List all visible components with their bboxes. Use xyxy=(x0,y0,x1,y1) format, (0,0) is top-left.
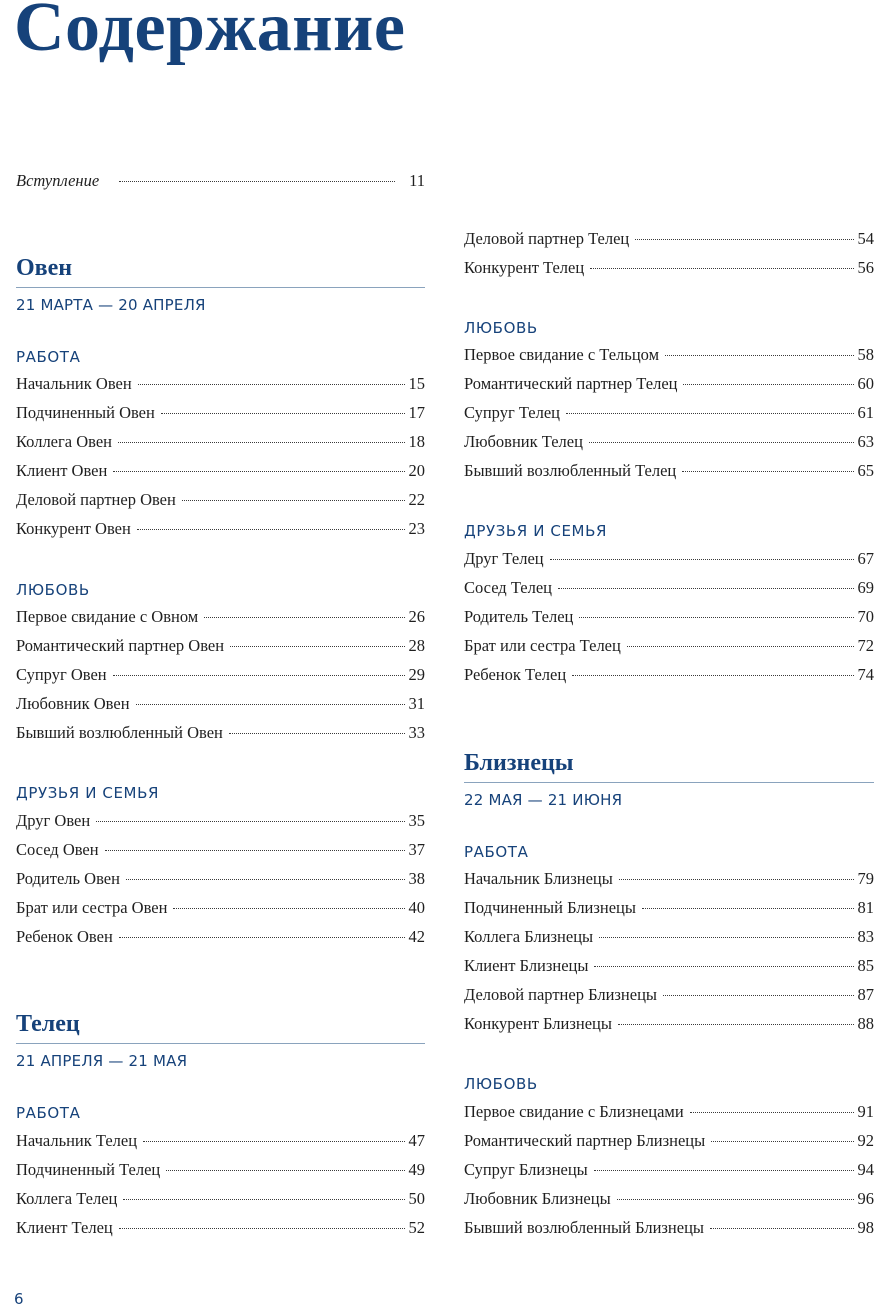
toc-entry[interactable] xyxy=(16,840,425,864)
dot-leader xyxy=(173,908,404,909)
dot-leader xyxy=(143,1141,404,1142)
dot-leader xyxy=(123,1199,404,1200)
toc-entry-page: 35 xyxy=(408,811,425,830)
toc-entry-page: 69 xyxy=(857,578,874,597)
toc-entry-title: Первое свидание с Близнецами xyxy=(464,1102,684,1121)
toc-entry[interactable] xyxy=(464,1014,874,1038)
section-divider xyxy=(16,287,425,288)
dot-leader xyxy=(96,821,404,822)
toc-entry[interactable] xyxy=(464,229,874,253)
toc-entry[interactable] xyxy=(464,578,874,602)
toc-entry[interactable] xyxy=(464,898,874,922)
category-heading-work: РАБОТА xyxy=(16,1104,81,1122)
dot-leader xyxy=(690,1112,854,1113)
toc-entry-title: Конкурент Близнецы xyxy=(464,1014,612,1033)
toc-entry-title: Первое свидание с Овном xyxy=(16,607,199,626)
toc-entry-page: 65 xyxy=(857,461,874,480)
toc-entry-title: Коллега Телец xyxy=(16,1189,118,1208)
toc-entry-page: 28 xyxy=(408,636,425,655)
toc-entry-title: Сосед Телец xyxy=(464,578,552,597)
dot-leader xyxy=(229,733,405,734)
toc-entry-title: Деловой партнер Близнецы xyxy=(464,985,657,1004)
toc-entry-page: 70 xyxy=(857,607,874,626)
toc-entry[interactable] xyxy=(464,403,874,427)
toc-entry-title: Начальник Телец xyxy=(16,1131,138,1150)
sign-dates-gemini: 22 МАЯ — 21 ИЮНЯ xyxy=(464,791,623,809)
sign-heading-gemini: Близнецы xyxy=(464,750,574,776)
toc-entry[interactable] xyxy=(464,665,874,689)
toc-entry[interactable] xyxy=(16,461,425,485)
dot-leader xyxy=(138,384,405,385)
toc-entry[interactable] xyxy=(16,927,425,951)
toc-entry-title: Деловой партнер Телец xyxy=(464,229,630,248)
category-heading-work: РАБОТА xyxy=(464,843,529,861)
dot-leader xyxy=(137,529,405,530)
toc-entry-title: Супруг Телец xyxy=(464,403,561,422)
toc-entry-page: 87 xyxy=(857,985,874,1004)
toc-entry-page: 11 xyxy=(409,171,425,190)
dot-leader xyxy=(126,879,405,880)
toc-entry-page: 94 xyxy=(857,1160,874,1179)
toc-entry[interactable] xyxy=(464,927,874,951)
dot-leader xyxy=(113,471,404,472)
dot-leader xyxy=(627,646,854,647)
toc-entry-intro[interactable] xyxy=(16,171,425,195)
toc-entry-page: 23 xyxy=(408,519,425,538)
toc-entry-page: 63 xyxy=(857,432,874,451)
toc-entry-page: 72 xyxy=(857,636,874,655)
toc-entry[interactable] xyxy=(16,1160,425,1184)
toc-entry-page: 67 xyxy=(857,549,874,568)
dot-leader xyxy=(711,1141,853,1142)
toc-entry-page: 96 xyxy=(857,1189,874,1208)
toc-entry-page: 20 xyxy=(408,461,425,480)
toc-entry-page: 40 xyxy=(408,898,425,917)
toc-entry-page: 61 xyxy=(857,403,874,422)
dot-leader xyxy=(710,1228,854,1229)
toc-entry-title: Любовник Телец xyxy=(464,432,583,451)
toc-entry-title: Клиент Телец xyxy=(16,1218,113,1237)
section-divider xyxy=(16,1043,425,1044)
toc-entry[interactable] xyxy=(464,956,874,980)
toc-entry[interactable] xyxy=(464,1160,874,1184)
toc-entry-title: Любовник Овен xyxy=(16,694,130,713)
toc-entry[interactable] xyxy=(464,607,874,631)
toc-entry-page: 88 xyxy=(857,1014,874,1033)
toc-entry[interactable] xyxy=(464,374,874,398)
toc-entry-page: 49 xyxy=(408,1160,425,1179)
toc-entry[interactable] xyxy=(464,461,874,485)
toc-entry-title: Коллега Близнецы xyxy=(464,927,594,946)
category-heading-love: ЛЮБОВЬ xyxy=(16,581,90,599)
toc-entry-title: Романтический партнер Овен xyxy=(16,636,225,655)
toc-entry[interactable] xyxy=(464,869,874,893)
dot-leader xyxy=(550,559,854,560)
toc-entry-page: 85 xyxy=(857,956,874,975)
toc-entry[interactable] xyxy=(16,432,425,456)
toc-entry-title: Подчиненный Близнецы xyxy=(464,898,636,917)
toc-entry-page: 38 xyxy=(408,869,425,888)
dot-leader xyxy=(589,442,854,443)
toc-entry-title: Друг Телец xyxy=(464,549,544,568)
toc-entry-title: Деловой партнер Овен xyxy=(16,490,176,509)
toc-entry-page: 98 xyxy=(857,1218,874,1237)
toc-entry[interactable] xyxy=(16,665,425,689)
toc-entry-page: 58 xyxy=(857,345,874,364)
dot-leader xyxy=(119,1228,405,1229)
category-heading-love: ЛЮБОВЬ xyxy=(464,319,538,337)
dot-leader xyxy=(663,995,854,996)
dot-leader xyxy=(182,500,405,501)
toc-entry-page: 47 xyxy=(408,1131,425,1150)
dot-leader xyxy=(594,1170,854,1171)
sign-heading-aries: Овен xyxy=(16,255,73,281)
toc-entry[interactable] xyxy=(464,1189,874,1213)
dot-leader xyxy=(579,617,853,618)
dot-leader xyxy=(105,850,405,851)
toc-entry-title: Первое свидание с Тельцом xyxy=(464,345,660,364)
toc-entry-title: Бывший возлюбленный Овен xyxy=(16,723,223,742)
dot-leader xyxy=(113,675,405,676)
toc-entry-page: 50 xyxy=(408,1189,425,1208)
dot-leader xyxy=(119,181,395,182)
dot-leader xyxy=(566,413,853,414)
toc-entry-page: 42 xyxy=(408,927,425,946)
toc-entry-page: 81 xyxy=(857,898,874,917)
sign-dates-taurus: 21 АПРЕЛЯ — 21 МАЯ xyxy=(16,1052,188,1070)
toc-entry-title: Бывший возлюбленный Телец xyxy=(464,461,677,480)
toc-entry-page: 18 xyxy=(408,432,425,451)
category-heading-family: ДРУЗЬЯ И СЕМЬЯ xyxy=(16,784,159,802)
toc-entry-title: Бывший возлюбленный Близнецы xyxy=(464,1218,704,1237)
toc-entry[interactable] xyxy=(16,811,425,835)
dot-leader xyxy=(683,384,853,385)
toc-entry[interactable] xyxy=(464,549,874,573)
toc-entry-title: Сосед Овен xyxy=(16,840,99,859)
sign-heading-taurus: Телец xyxy=(16,1011,80,1037)
toc-entry-title: Романтический партнер Близнецы xyxy=(464,1131,706,1150)
toc-entry[interactable] xyxy=(16,1189,425,1213)
toc-entry-page: 29 xyxy=(408,665,425,684)
toc-entry-page: 56 xyxy=(857,258,874,277)
toc-entry-title: Родитель Телец xyxy=(464,607,574,626)
toc-entry-page: 91 xyxy=(857,1102,874,1121)
toc-entry[interactable] xyxy=(16,723,425,747)
toc-entry-title: Коллега Овен xyxy=(16,432,112,451)
toc-entry-page: 54 xyxy=(857,229,874,248)
toc-entry-title: Друг Овен xyxy=(16,811,91,830)
toc-entry-title: Супруг Близнецы xyxy=(464,1160,588,1179)
toc-entry-page: 17 xyxy=(408,403,425,422)
toc-entry-title: Ребенок Овен xyxy=(16,927,113,946)
toc-entry-page: 74 xyxy=(857,665,874,684)
toc-entry-title: Вступление xyxy=(16,171,100,190)
toc-entry-title: Подчиненный Телец xyxy=(16,1160,161,1179)
dot-leader xyxy=(204,617,404,618)
toc-entry-title: Брат или сестра Овен xyxy=(16,898,168,917)
toc-entry[interactable] xyxy=(464,432,874,456)
toc-entry[interactable] xyxy=(16,374,425,398)
section-divider xyxy=(464,782,874,783)
toc-entry-title: Родитель Овен xyxy=(16,869,120,888)
toc-entry[interactable] xyxy=(464,1131,874,1155)
toc-entry-page: 33 xyxy=(408,723,425,742)
toc-entry[interactable] xyxy=(16,519,425,543)
toc-entry[interactable] xyxy=(16,403,425,427)
dot-leader xyxy=(682,471,853,472)
toc-entry-title: Романтический партнер Телец xyxy=(464,374,678,393)
toc-entry-page: 15 xyxy=(408,374,425,393)
page-number: 6 xyxy=(14,1290,24,1308)
dot-leader xyxy=(119,937,405,938)
dot-leader xyxy=(166,1170,404,1171)
dot-leader xyxy=(230,646,404,647)
toc-entry[interactable] xyxy=(16,694,425,718)
toc-entry[interactable] xyxy=(16,636,425,660)
toc-entry[interactable] xyxy=(16,1131,425,1155)
dot-leader xyxy=(161,413,405,414)
toc-entry[interactable] xyxy=(464,345,874,369)
toc-entry-title: Конкурент Овен xyxy=(16,519,131,538)
toc-entry-title: Начальник Овен xyxy=(16,374,132,393)
dot-leader xyxy=(618,1024,854,1025)
dot-leader xyxy=(635,239,853,240)
toc-entry[interactable] xyxy=(464,258,874,282)
toc-entry-title: Подчиненный Овен xyxy=(16,403,155,422)
dot-leader xyxy=(558,588,854,589)
toc-entry-title: Конкурент Телец xyxy=(464,258,585,277)
dot-leader xyxy=(617,1199,854,1200)
toc-entry-title: Клиент Близнецы xyxy=(464,956,589,975)
toc-entry[interactable] xyxy=(16,1218,425,1242)
dot-leader xyxy=(642,908,854,909)
dot-leader xyxy=(665,355,853,356)
toc-entry[interactable] xyxy=(464,1102,874,1126)
toc-entry-page: 83 xyxy=(857,927,874,946)
toc-entry-title: Клиент Овен xyxy=(16,461,108,480)
toc-entry-title: Супруг Овен xyxy=(16,665,107,684)
toc-entry-page: 52 xyxy=(408,1218,425,1237)
toc-entry-page: 31 xyxy=(408,694,425,713)
toc-entry-page: 22 xyxy=(408,490,425,509)
dot-leader xyxy=(572,675,853,676)
category-heading-family: ДРУЗЬЯ И СЕМЬЯ xyxy=(464,522,607,540)
dot-leader xyxy=(619,879,854,880)
dot-leader xyxy=(590,268,853,269)
toc-entry[interactable] xyxy=(16,607,425,631)
page-title: Содержание xyxy=(14,0,406,66)
toc-entry[interactable] xyxy=(464,985,874,1009)
dot-leader xyxy=(599,937,853,938)
toc-entry-page: 26 xyxy=(408,607,425,626)
toc-entry-page: 92 xyxy=(857,1131,874,1150)
toc-entry[interactable] xyxy=(464,1218,874,1242)
dot-leader xyxy=(594,966,853,967)
toc-entry[interactable] xyxy=(16,898,425,922)
category-heading-work: РАБОТА xyxy=(16,348,81,366)
toc-entry-title: Ребенок Телец xyxy=(464,665,567,684)
toc-entry-page: 37 xyxy=(408,840,425,859)
dot-leader xyxy=(136,704,405,705)
category-heading-love: ЛЮБОВЬ xyxy=(464,1075,538,1093)
toc-entry-page: 60 xyxy=(857,374,874,393)
toc-entry-title: Любовник Близнецы xyxy=(464,1189,611,1208)
dot-leader xyxy=(118,442,405,443)
toc-entry-title: Начальник Близнецы xyxy=(464,869,613,888)
sign-dates-aries: 21 МАРТА — 20 АПРЕЛЯ xyxy=(16,296,206,314)
toc-entry[interactable] xyxy=(16,490,425,514)
toc-entry-title: Брат или сестра Телец xyxy=(464,636,621,655)
toc-entry-page: 79 xyxy=(857,869,874,888)
toc-entry[interactable] xyxy=(16,869,425,893)
toc-entry[interactable] xyxy=(464,636,874,660)
